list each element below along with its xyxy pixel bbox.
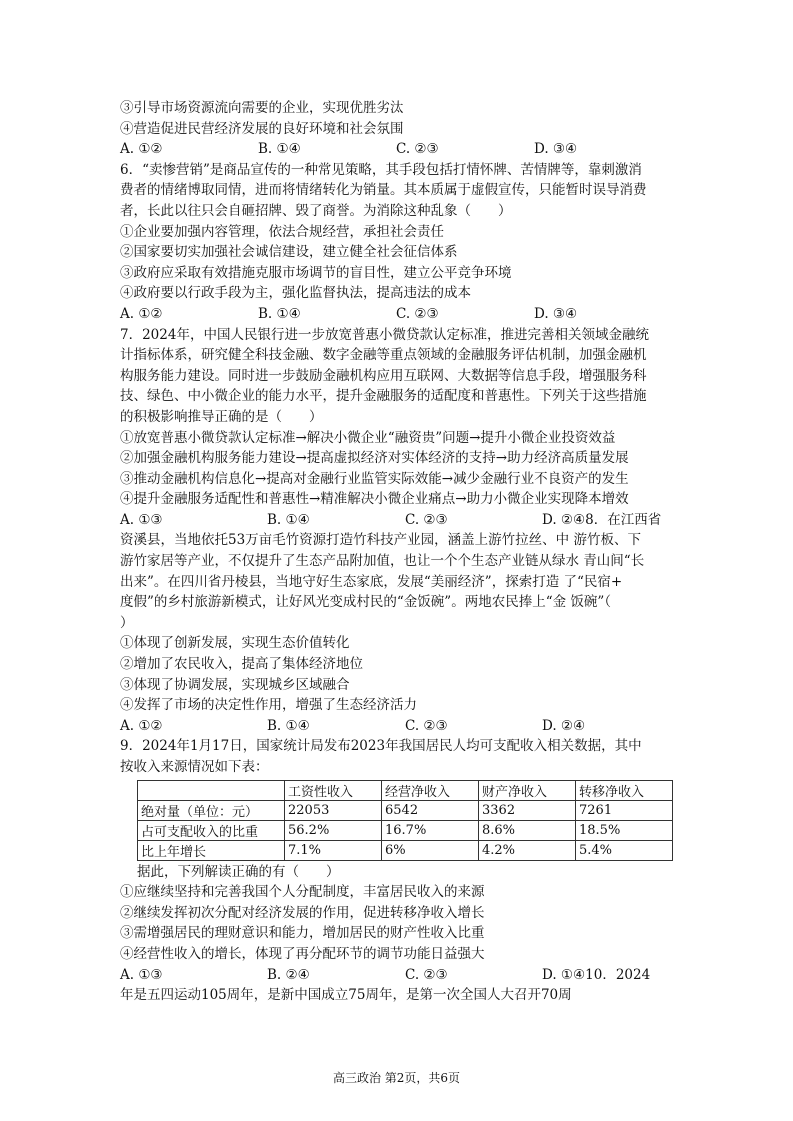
q9-option-b[interactable]: B. ②④ bbox=[267, 966, 310, 983]
q7-stem-line: 技、绿色、中小微企业的能力水平，提升金融服务的适配度和普惠性。下列关于这些措施 bbox=[120, 388, 647, 405]
q6-option-c[interactable]: C. ②③ bbox=[396, 305, 439, 322]
q7-option-a[interactable]: A. ①③ bbox=[120, 511, 163, 528]
q5-option-b[interactable]: B. ①④ bbox=[258, 141, 301, 158]
table-cell: 7261 bbox=[576, 800, 673, 820]
q8-option-a[interactable]: A. ①② bbox=[120, 717, 163, 734]
q8-stem-line: 度假”的乡村旅游新模式，让好风光变成村民的“金饭碗”。两地农民捧上“金 饭碗”（ bbox=[120, 594, 612, 611]
q9-stem-line: 按收入来源情况如下表： bbox=[120, 759, 269, 775]
q7-option-c[interactable]: C. ②③ bbox=[405, 511, 448, 528]
q7-item-2: ②加强金融机构服务能力建设→提高虚拟经济对实体经济的支持→助力经济高质量发展 bbox=[120, 450, 629, 467]
table-cell: 3362 bbox=[479, 800, 576, 820]
q6-item-3: ③政府应采取有效措施克服市场调节的盲目性，建立公平竞争环境 bbox=[120, 264, 512, 281]
q9-options bbox=[120, 965, 680, 986]
q8-stem-line: 资溪县，当地依托53万亩毛竹资源打造竹科技产业园，涵盖上游竹拉丝、中 游竹板、下 bbox=[120, 532, 641, 549]
q6-stem-line: 者，长此以往只会自砸招牌、毁了商誉。为消除这种乱象（ ） bbox=[120, 202, 512, 219]
q8-options bbox=[120, 716, 680, 737]
table-cell: 56.2% bbox=[285, 820, 382, 840]
q7-stem-line: 7．2024年，中国人民银行进一步放宽普惠小微贷款认定标准，推进完善相关领域金融统 bbox=[120, 326, 649, 343]
document-page bbox=[120, 98, 680, 1006]
q8-option-c[interactable]: C. ②③ bbox=[405, 717, 448, 734]
q9-item-1: ①应继续坚持和完善我国个人分配制度，丰富居民收入的来源 bbox=[120, 884, 485, 901]
q7-stem-line: 的积极影响推导正确的是（ ） bbox=[120, 408, 323, 425]
q7-option-b[interactable]: B. ①④ bbox=[267, 511, 310, 528]
table-row bbox=[138, 820, 673, 840]
q6-stem-line: 6．“卖惨营销”是商品宣传的一种常见策略，其手段包括打情怀牌、苦情牌等，靠刺激消 bbox=[120, 161, 642, 178]
table-cell: 绝对量（单位：元） bbox=[138, 800, 285, 820]
q9-item-2: ②继续发挥初次分配对经济发展的作用，促进转移净收入增长 bbox=[120, 904, 485, 921]
q9-item-3: ③需增强居民的理财意识和能力，增加居民的财产性收入比重 bbox=[120, 925, 485, 942]
q9-item-4: ④经营性收入的增长，体现了再分配环节的调节功能日益强大 bbox=[120, 945, 485, 962]
income-table bbox=[137, 780, 673, 861]
q5-option-c[interactable]: C. ②③ bbox=[396, 141, 439, 158]
q8-item-2: ②增加了农民收入，提高了集体经济地位 bbox=[120, 656, 363, 673]
q10-stem-first: 10．2024 bbox=[585, 966, 651, 983]
table-header-row bbox=[138, 780, 673, 800]
table-row bbox=[138, 800, 673, 820]
table-cell: 18.5% bbox=[576, 820, 673, 840]
q8-stem-first: 8．在江西省 bbox=[585, 511, 662, 528]
q8-item-3: ③体现了协调发展，实现城乡区域融合 bbox=[120, 676, 350, 693]
q7-item-1: ①放宽普惠小微贷款认定标准→解决小微企业“融资贵”问题→提升小微企业投资效益 bbox=[120, 429, 616, 446]
q6-stem-line: 费者的情绪博取同情，进而将情绪转化为销量。其本质属于虚假宣传，只能暂时误导消费 bbox=[120, 182, 647, 199]
table-row bbox=[138, 840, 673, 860]
q7-stem-line: 构服务能力建设。同时进一步鼓励金融机构应用互联网、大数据等信息手段，增强服务科 bbox=[120, 367, 647, 384]
q8-item-1: ①体现了创新发展，实现生态价值转化 bbox=[120, 635, 350, 652]
q7-options bbox=[120, 510, 680, 531]
table-cell: 占可支配收入的比重 bbox=[138, 820, 285, 840]
q9-after-table: 据此，下列解读正确的有（ ） bbox=[137, 863, 340, 880]
q5-option-a[interactable]: A. ①② bbox=[120, 141, 163, 158]
q8-stem-line: 出来”。在四川省丹棱县，当地守好生态家底，发展“美丽经济”，探索打造 了“民宿+ bbox=[120, 573, 623, 590]
table-header-cell: 工资性收入 bbox=[285, 780, 382, 800]
table-cell: 22053 bbox=[285, 800, 382, 820]
q9-option-a[interactable]: A. ①③ bbox=[120, 966, 163, 983]
q10-stem-line: 年是五四运动105周年，是新中国成立75周年，是第一次全国人大召开70周 bbox=[120, 987, 572, 1004]
page-footer: 高三政治 第2页，共6页 bbox=[332, 1071, 461, 1085]
q8-stem-line: ） bbox=[120, 614, 134, 631]
q8-option-b[interactable]: B. ①④ bbox=[267, 717, 310, 734]
q7-option-d[interactable]: D. ②④ bbox=[542, 511, 586, 528]
table-cell: 6% bbox=[382, 840, 479, 860]
q5-item-3: ③引导市场资源流向需要的企业，实现优胜劣汰 bbox=[120, 100, 404, 116]
q6-item-2: ②国家要切实加强社会诚信建设，建立健全社会征信体系 bbox=[120, 244, 458, 261]
table-header-cell bbox=[138, 780, 285, 800]
q7-item-3: ③推动金融机构信息化→提高对金融行业监管实际效能→减少金融行业不良资产的发生 bbox=[120, 470, 629, 487]
q6-option-d[interactable]: D. ③④ bbox=[534, 305, 578, 322]
table-header-cell: 转移净收入 bbox=[576, 780, 673, 800]
q8-item-4: ④发挥了市场的决定性作用，增强了生态经济活力 bbox=[120, 697, 417, 714]
q9-stem-line: 9．2024年1月17日，国家统计局发布2023年我国居民人均可支配收入相关数据，其中 bbox=[120, 738, 642, 755]
q6-option-b[interactable]: B. ①④ bbox=[258, 305, 301, 322]
table-cell: 4.2% bbox=[479, 840, 576, 860]
q8-stem-line: 游竹家居等产业，不仅提升了生态产品附加值，也让一个个生态产业链从绿水 青山间“长 bbox=[120, 553, 645, 570]
table-cell: 8.6% bbox=[479, 820, 576, 840]
q8-option-d[interactable]: D. ②④ bbox=[542, 717, 586, 734]
q7-stem-line: 计指标体系，研究健全科技金融、数字金融等重点领域的金融服务评估机制，加强金融机 bbox=[120, 347, 647, 364]
q6-item-4: ④政府要以行政手段为主，强化监督执法，提高违法的成本 bbox=[120, 285, 471, 302]
table-cell: 16.7% bbox=[382, 820, 479, 840]
table-header-cell: 财产净收入 bbox=[479, 780, 576, 800]
q5-options bbox=[120, 139, 680, 160]
table-header-cell: 经营净收入 bbox=[382, 780, 479, 800]
q5-item-4: ④营造促进民营经济发展的良好环境和社会氛围 bbox=[120, 120, 404, 137]
q5-option-d[interactable]: D. ③④ bbox=[534, 141, 578, 158]
table-cell: 5.4% bbox=[576, 840, 673, 860]
q9-option-c[interactable]: C. ②③ bbox=[405, 966, 448, 983]
table-cell: 7.1% bbox=[285, 840, 382, 860]
q9-option-d[interactable]: D. ①④ bbox=[542, 966, 586, 983]
table-cell: 6542 bbox=[382, 800, 479, 820]
table-cell: 比上年增长 bbox=[138, 840, 285, 860]
q7-item-4: ④提升金融服务适配性和普惠性→精准解决小微企业痛点→助力小微企业实现降本增效 bbox=[120, 491, 629, 508]
q6-options bbox=[120, 304, 680, 325]
q6-option-a[interactable]: A. ①② bbox=[120, 305, 163, 322]
q6-item-1: ①企业要加强内容管理，依法合规经营，承担社会责任 bbox=[120, 223, 444, 240]
